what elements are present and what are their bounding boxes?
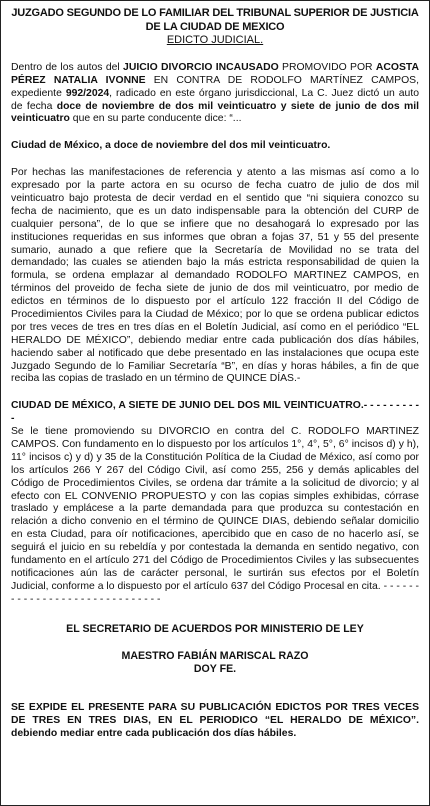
- date-heading-2: [11, 400, 419, 426]
- signature-block: [11, 623, 419, 676]
- date-heading-1-text: Ciudad de México, a doce de noviembre del dos mil veinticuatro.: [11, 140, 331, 152]
- document-title: EDICTO JUDICIAL.: [166, 34, 264, 47]
- court-name-line2: DE LA CIUDAD DE MEXICO: [145, 20, 285, 33]
- resolution-paragraph-1: Por hechas las manifestaciones de referencia y atento a las mismas así como a lo expresado por la parte actora en su ocurso de fecha cuatro de julio de dos mil veinticuatro bajo protesta de decir verdad en el sentido que “ni siquiera conozco su fecha de nacimiento, que es un dato indispensable para la obtención del CURP de cualquier persona”, de lo que se infiere que no desahogará lo expresado por las instituciones requeridas en sus informes que obran a fojas 37, 51 y 55 del presente sumario, aunado a que refiere que la Secretaría de Movilidad no se trata del demandado; las cuales se atienden bajo la más estricta responsabilidad de quien la formula, se ordena emplazar al demandado RODOLFO MARTINEZ CAMPOS, en términos del proveido de fecha siete de junio de dos mil veinticuatro, por medio de edictos en términos de lo dispuesto por el artículo 122 fracción II del Código de Procedimientos Civiles para la Ciudad de México; por lo que se ordena publicar edictos por tres veces de tres en tres días en el Boletín Judicial, así como en el periódico “EL HERALDO DE MÉXICO”, debiendo mediar entre cada publicación dos días hábiles, haciendo saber al notificado que debe presentado en las instalaciones que ocupa este Juzgado Segundo de lo Familiar Secretaría “B”, en días y horas hábiles, a fin de que reciba las copias de traslado en un término de QUINCE DÍAS.-: [11, 167, 419, 385]
- intro-text-3: EN CONTRA DE RODOLFO MARTÍNEZ CAMPOS, expediente: [11, 74, 419, 99]
- date-heading-2-text: CIUDAD DE MÉXICO, A SIETE DE JUNIO DEL DOS MIL VEINTICUATRO.- - - - - - - - - -: [11, 400, 419, 425]
- date-heading-1: [11, 140, 419, 153]
- resolution-paragraph-2: Se le tiene promoviendo su DIVORCIO en contra del C. RODOLFO MARTINEZ CAMPOS. Con fundamento en lo dispuesto por los artículos 1°, 4°, 5°, 6° incisos d) y h), 11° incisos c) y d) y 35 de la Constitución Política de la Ciudad de México, así como por los artículos 266 Y 267 del Código Civil, así como 255, 256 y demás aplicables del Código de Procedimientos Civiles, se ordena dar trámite a la solicitud de divorcio; y al efecto con EL CONVENIO PROPUESTO y con las copias simples exhibidas, córrase traslado y emplácese a la parte demandada para que produzca su contestación en relación a dicho convenio en el término de QUINCE DIAS, debiendo señalar domicilio en esta Ciudad, para oír notificaciones, apercibido que en caso de no hacerlo así, se seguirá el juicio en su rebeldía y por contestada la demanda en sentido negativo, con fundamento en el artículo 271 del Código de Procedimientos Civiles y las subsecuentes notificaciones aún las de carácter personal, le surtirán sus efectos por el Boletín Judicial, conforme a lo dispuesto por el artículo 637 del Código Procesal en cita. - - - - - - - - - - - - - - - - - - - - - - - - - - - - - -: [11, 426, 419, 605]
- intro-text-1: Dentro de los autos del: [11, 61, 124, 73]
- closing-text-1: SE EXPIDE EL PRESENTE PARA SU PUBLICACIÓN EDICTOS POR TRES VECES DE TRES EN TRES DIAS, EN EL PERIODICO: [11, 701, 419, 726]
- court-name-line1: JUZGADO SEGUNDO DE LO FAMILIAR DEL TRIBUNAL SUPERIOR DE JUSTICIA: [11, 7, 419, 19]
- closing-newspaper: “EL HERALDO DE MÉXICO”: [264, 714, 417, 726]
- intro-text-4: , radicado en este órgano jurisdiccional, La C. Juez dictó un auto de fecha: [11, 87, 420, 112]
- intro-case-number: 992/2024: [65, 87, 110, 99]
- closing-text-2: . debiendo mediar entre cada publicación dos días hábiles.: [11, 714, 419, 739]
- signature-name: MAESTRO FABIÁN MARISCAL RAZO: [121, 649, 309, 662]
- intro-text-5: que en su parte conducente dice: “...: [69, 113, 242, 125]
- intro-paragraph: [11, 62, 419, 126]
- closing-paragraph: [11, 702, 419, 741]
- intro-case-type: JUICIO DIVORCIO INCAUSADO: [123, 61, 279, 73]
- signature-role: EL SECRETARIO DE ACUERDOS POR MINISTERIO DE LEY: [66, 622, 364, 635]
- intro-text-2: PROMOVIDO POR: [278, 61, 376, 73]
- intro-dates: doce de noviembre de dos mil veinticuatro y siete de junio de dos mil veinticuatro: [11, 100, 419, 125]
- signature-doy-fe: DOY FE.: [193, 662, 237, 675]
- intro-plaintiff: ACOSTA PÉREZ NATALIA IVONNE: [11, 61, 420, 86]
